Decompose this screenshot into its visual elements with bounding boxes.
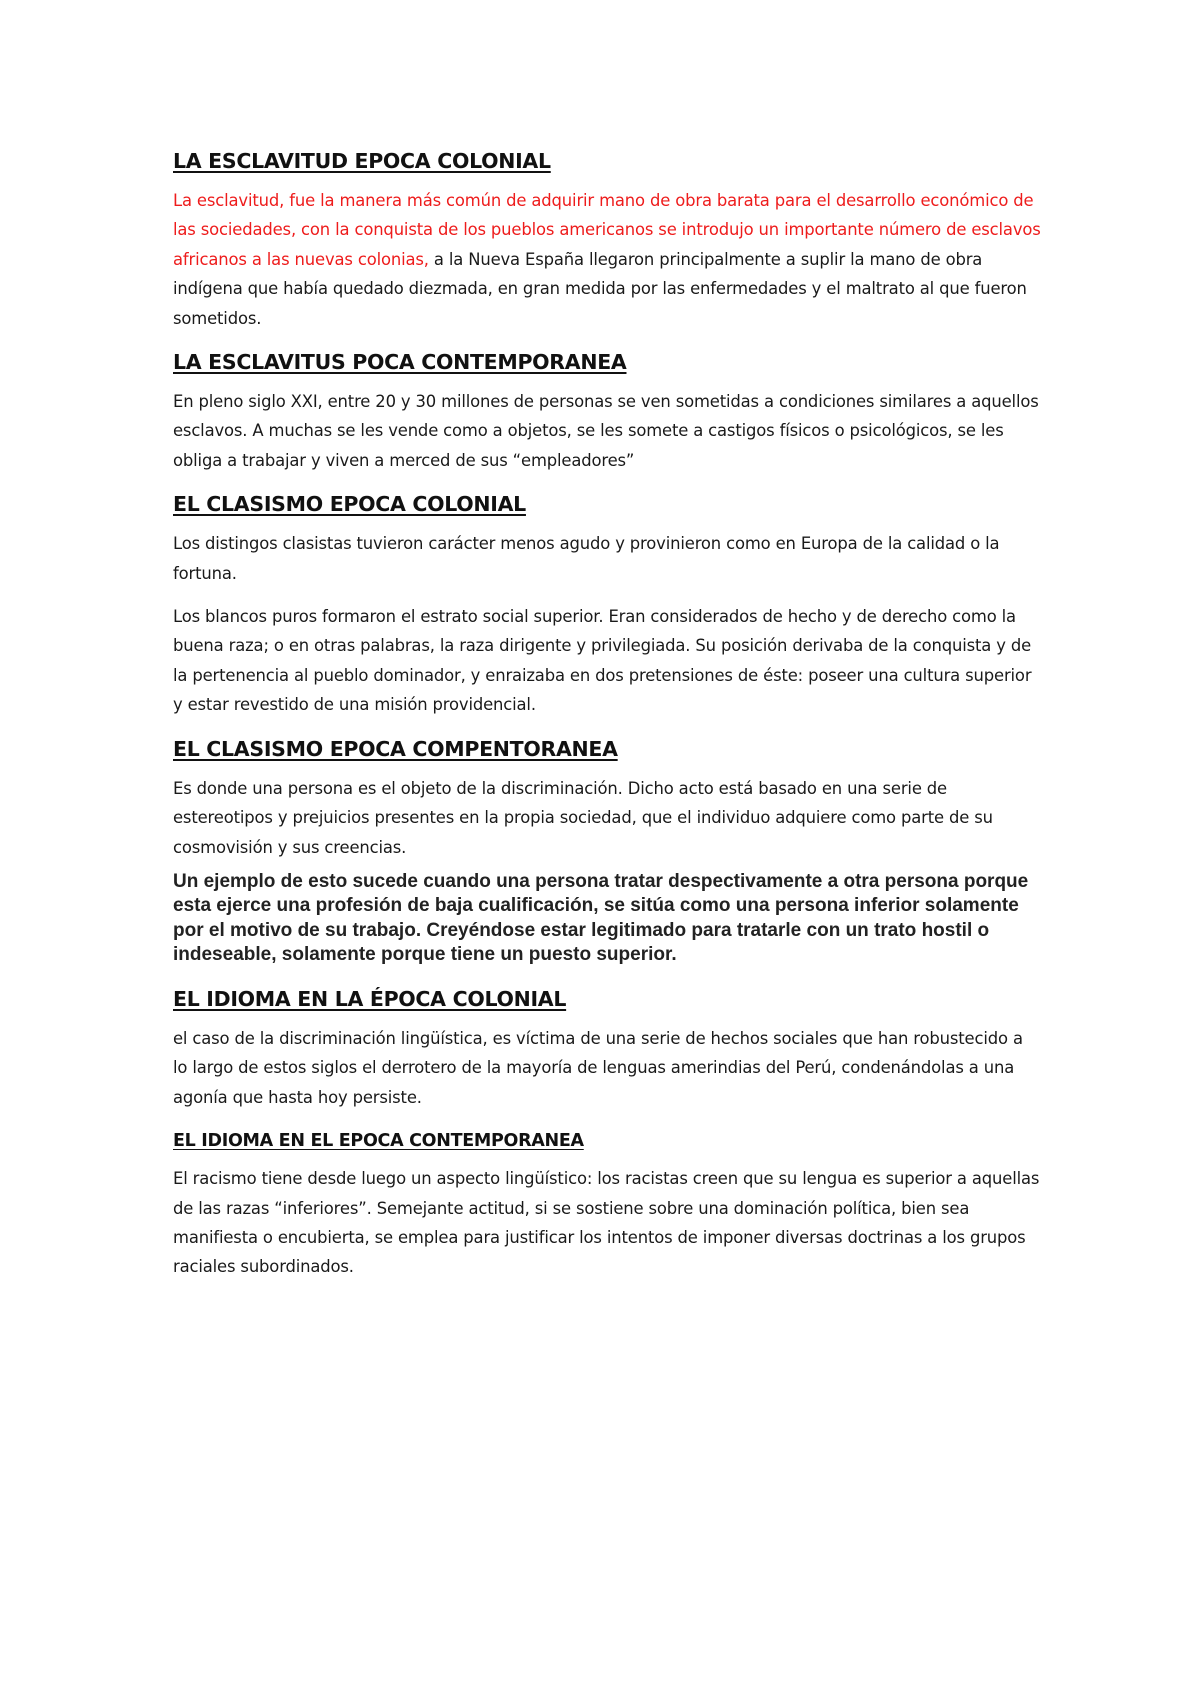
section-paragraph: El racismo tiene desde luego un aspecto lingüístico: los racistas creen que su lengua es superior a aquellas de las razas “inferiores”. Semejante actitud, si se sostiene sobre una dominación política, bien sea manifiesta o encubierta, se emplea para justificar los intentos de imponer diversas doctrinas a los grupos raciales subordinados. [173,1169,1040,1277]
section-paragraph [173,186,1041,333]
section-clasismo-colonial [173,489,1041,719]
highlighted-text: La esclavitud, fue la manera más común de adquirir mano de obra barata para el desarrollo económico de las sociedades, con la conquista de los pueblos americanos se introdujo un importante número de esclavos africanos a las nuevas colonias, [173,191,1041,269]
paragraph-text: a la Nueva España llegaron principalmente a suplir la mano de obra indígena que había quedado diezmada, en gran medida por las enfermedades y el maltrato al que fueron sometidos. [173,249,1027,328]
section-heading: EL CLASISMO EPOCA COLONIAL [173,492,526,517]
section-esclavitud-contemporanea [173,347,1041,475]
section-esclavitud-colonial [173,146,1041,333]
section-heading: EL CLASISMO EPOCA COMPENTORANEA [173,736,618,761]
section-idioma-colonial [173,984,1041,1112]
section-clasismo-contemporanea [173,734,1041,968]
section-heading: EL IDIOMA EN LA ÉPOCA COLONIAL [173,986,567,1011]
section-paragraph: Es donde una persona es el objeto de la discriminación. Dicho acto está basado en una serie de estereotipos y prejuicios presentes en la propia sociedad, que el individuo adquiere como parte de su cosmovisión y sus creencias. [173,778,993,857]
document-page [173,146,1041,1296]
section-heading: LA ESCLAVITUD EPOCA COLONIAL [173,149,551,173]
section-paragraph: Los distingos clasistas tuvieron carácter menos agudo y provinieron como en Europa de la calidad o la fortuna. [173,534,1000,583]
section-heading: EL IDIOMA EN EL EPOCA CONTEMPORANEA [173,1131,584,1152]
section-heading: LA ESCLAVITUS POCA CONTEMPORANEA [173,350,627,375]
section-paragraph: En pleno siglo XXI, entre 20 y 30 millones de personas se ven sometidas a condiciones similares a aquellos esclavos. A muchas se les vende como a objetos, se les somete a castigos físicos o psicológicos, se les obliga a trabajar y viven a merced de sus “empleadores” [173,392,1039,470]
bold-example-paragraph: Un ejemplo de esto sucede cuando una persona tratar despectivamente a otra persona porque esta ejerce una profesión de baja cualificación, se sitúa como una persona inferior solamente por el motivo de su trabajo. Creyéndose estar legitimado para tratarle con un trato hostil o indeseable, solamente porque tiene un puesto superior. [173,870,1029,966]
section-paragraph: Los blancos puros formaron el estrato social superior. Eran considerados de hecho y de derecho como la buena raza; o en otras palabras, la raza dirigente y privilegiada. Su posición derivaba de la conquista y de la pertenencia al pueblo dominador, y enraizaba en dos pretensiones de éste: poseer una cultura superior y estar revestido de una misión providencial. [173,607,1032,715]
section-paragraph: el caso de la discriminación lingüística, es víctima de una serie de hechos sociales que han robustecido a lo largo de estos siglos el derrotero de la mayoría de lenguas amerindias del Perú, condenándolas a una agonía que hasta hoy persiste. [173,1028,1023,1107]
section-idioma-contemporanea [173,1126,1041,1282]
